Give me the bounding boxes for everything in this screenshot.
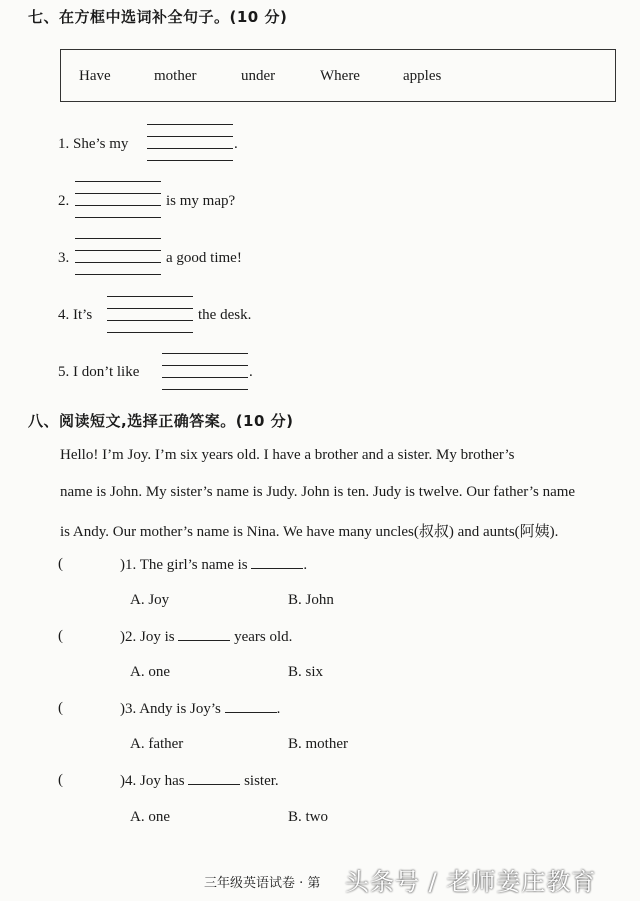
question-1-suffix: . — [234, 136, 238, 152]
passage-line-3: is Andy. Our mother’s name is Nina. We have many uncles(叔叔) and aunts(阿姨). — [60, 524, 559, 540]
answer-paren-2[interactable]: ( — [58, 628, 63, 644]
mc-question-3: )3. Andy is Joy’s . — [120, 701, 281, 717]
mc-option-2b[interactable]: B. six — [288, 664, 324, 680]
answer-paren-4[interactable]: ( — [58, 772, 63, 788]
question-4-suffix: the desk. — [198, 307, 252, 323]
question-3-suffix: a good time! — [166, 250, 242, 266]
passage-line-2: name is John. My sister’s name is Judy. John is ten. Judy is twelve. Our father’s name — [60, 484, 576, 500]
word-bank-item: Have — [79, 68, 111, 84]
mc-option-4b[interactable]: B. two — [288, 809, 329, 825]
mc-option-1a[interactable]: A. Joy — [130, 592, 170, 608]
question-2-suffix: is my map? — [166, 193, 236, 209]
watermark: 头条号 / 老师姜庄教育 — [345, 868, 597, 896]
mc-option-2a[interactable]: A. one — [130, 664, 170, 680]
question-4-prefix: 4. It’s — [58, 307, 93, 323]
word-bank-box — [60, 49, 616, 102]
mc-option-3b[interactable]: B. mother — [288, 736, 348, 752]
question-3-prefix: 3. — [58, 250, 70, 266]
mc-option-1b[interactable]: B. John — [288, 592, 334, 608]
answer-paren-1[interactable]: ( — [58, 556, 63, 572]
question-5-suffix: . — [249, 364, 253, 380]
question-2-prefix: 2. — [58, 193, 70, 209]
word-bank-item: Where — [320, 68, 360, 84]
word-bank-item: mother — [154, 68, 197, 84]
mc-option-3a[interactable]: A. father — [130, 736, 184, 752]
question-5-prefix: 5. I don’t like — [58, 364, 140, 380]
section7-title: 七、在方框中选词补全句子。(10 分) — [28, 8, 288, 26]
mc-question-2: )2. Joy is years old. — [120, 629, 293, 645]
mc-option-4a[interactable]: A. one — [130, 809, 170, 825]
section8-title: 八、阅读短文,选择正确答案。(10 分) — [28, 412, 294, 430]
mc-question-4: )4. Joy has sister. — [120, 773, 279, 789]
mc-question-1: )1. The girl’s name is . — [120, 557, 308, 573]
answer-paren-3[interactable]: ( — [58, 700, 63, 716]
page-footer: 三年级英语试卷 · 第 — [204, 876, 321, 891]
passage-line-1: Hello! I’m Joy. I’m six years old. I have a brother and a sister. My brother’s — [60, 447, 515, 463]
word-bank-item: under — [241, 68, 276, 84]
word-bank-item: apples — [403, 68, 442, 84]
question-1-prefix: 1. She’s my — [58, 136, 129, 152]
